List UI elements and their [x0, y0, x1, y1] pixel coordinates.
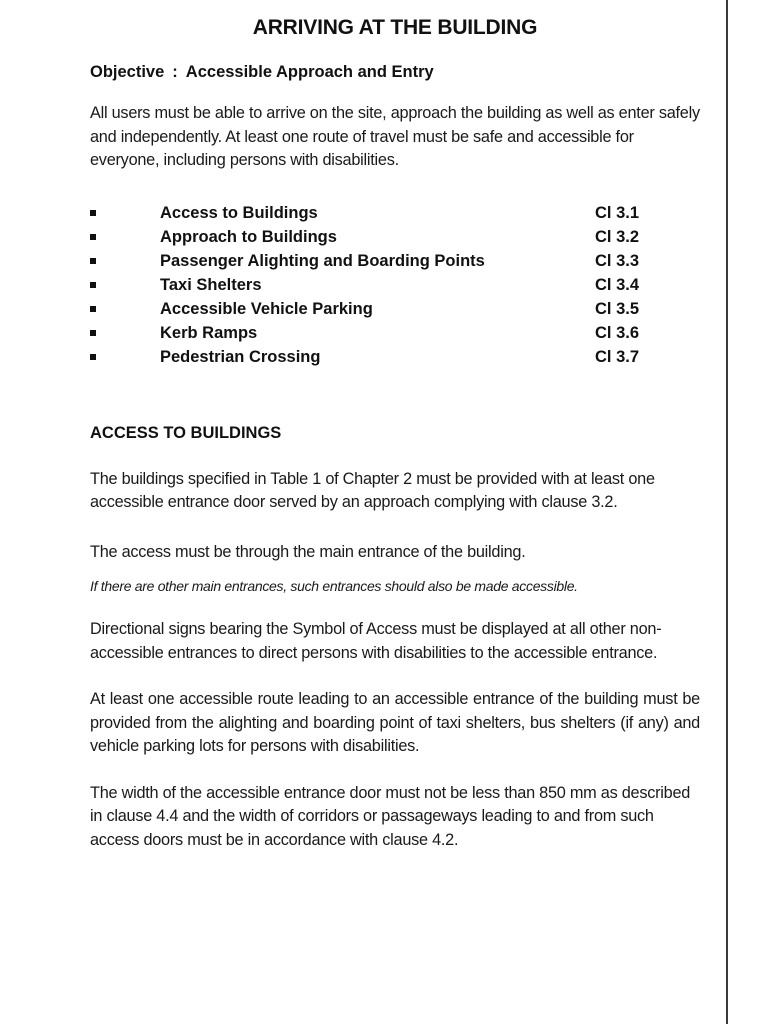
width-paragraph: The width of the accessible entrance door must not be less than 850 mm as described in clause 4.4 and the width of corridors or passageways leading to and from such access doors must be in accordance with clause 4.2.: [90, 783, 691, 849]
objective-line: [90, 62, 700, 82]
bullet-icon: [90, 354, 96, 360]
clause-ref: Cl 3.7: [595, 347, 640, 366]
clause-label: Passenger Alighting and Boarding Points: [160, 251, 485, 270]
clause-ref: Cl 3.4: [595, 275, 640, 294]
clause-ref: Cl 3.3: [595, 251, 640, 270]
signs-paragraph: Directional signs bearing the Symbol of Access must be displayed at all other non-accessible entrances to direct persons with disabilities to the accessible entrance.: [90, 620, 662, 662]
clause-ref: Cl 3.1: [595, 203, 640, 222]
clause-item: [90, 297, 700, 321]
clause-label: Access to Buildings: [160, 203, 318, 222]
clause-item: [90, 273, 700, 297]
clause-label: Kerb Ramps: [160, 323, 258, 342]
clause-item: [90, 321, 700, 345]
intro-paragraph: All users must be able to arrive on the site, approach the building as well as enter safely and independently. At least one route of travel must be safe and accessible for everyone, including persons with disabilities.: [90, 104, 700, 169]
bullet-icon: [90, 210, 96, 216]
clause-label: Approach to Buildings: [160, 227, 337, 246]
page-edge-line: [726, 0, 728, 1024]
clause-ref: Cl 3.6: [595, 323, 640, 342]
bullet-icon: [90, 234, 96, 240]
bullet-icon: [90, 258, 96, 264]
main-entrance-paragraph: The access must be through the main entrance of the building.: [90, 542, 526, 561]
bullet-icon: [90, 330, 96, 336]
page-title: ARRIVING AT THE BUILDING: [252, 16, 538, 39]
clause-ref: Cl 3.2: [595, 227, 640, 246]
clause-item: [90, 345, 700, 369]
note-paragraph: If there are other main entrances, such entrances should also be made accessible.: [90, 578, 578, 594]
clause-ref: Cl 3.5: [595, 299, 640, 318]
document-page: [90, 12, 700, 852]
objective-text: Accessible Approach and Entry: [185, 63, 434, 81]
clause-label: Accessible Vehicle Parking: [160, 299, 373, 318]
clause-item: [90, 201, 700, 225]
clause-item: [90, 225, 700, 249]
clause-list: [90, 201, 700, 369]
bullet-icon: [90, 306, 96, 312]
objective-separator: :: [172, 63, 178, 81]
section-heading: ACCESS TO BUILDINGS: [90, 423, 282, 442]
bullet-icon: [90, 282, 96, 288]
buildings-paragraph: The buildings specified in Table 1 of Chapter 2 must be provided with at least one accessible entrance door served by an approach complying with clause 3.2.: [90, 469, 655, 511]
clause-item: [90, 249, 700, 273]
clause-label: Taxi Shelters: [160, 275, 262, 294]
clause-label: Pedestrian Crossing: [160, 347, 321, 366]
route-paragraph: At least one accessible route leading to an accessible entrance of the building must be provided from the alighting and boarding point of taxi shelters, bus shelters (if any) and vehicle parking lots for persons with disabilities.: [90, 690, 700, 755]
objective-label: Objective: [90, 63, 165, 81]
